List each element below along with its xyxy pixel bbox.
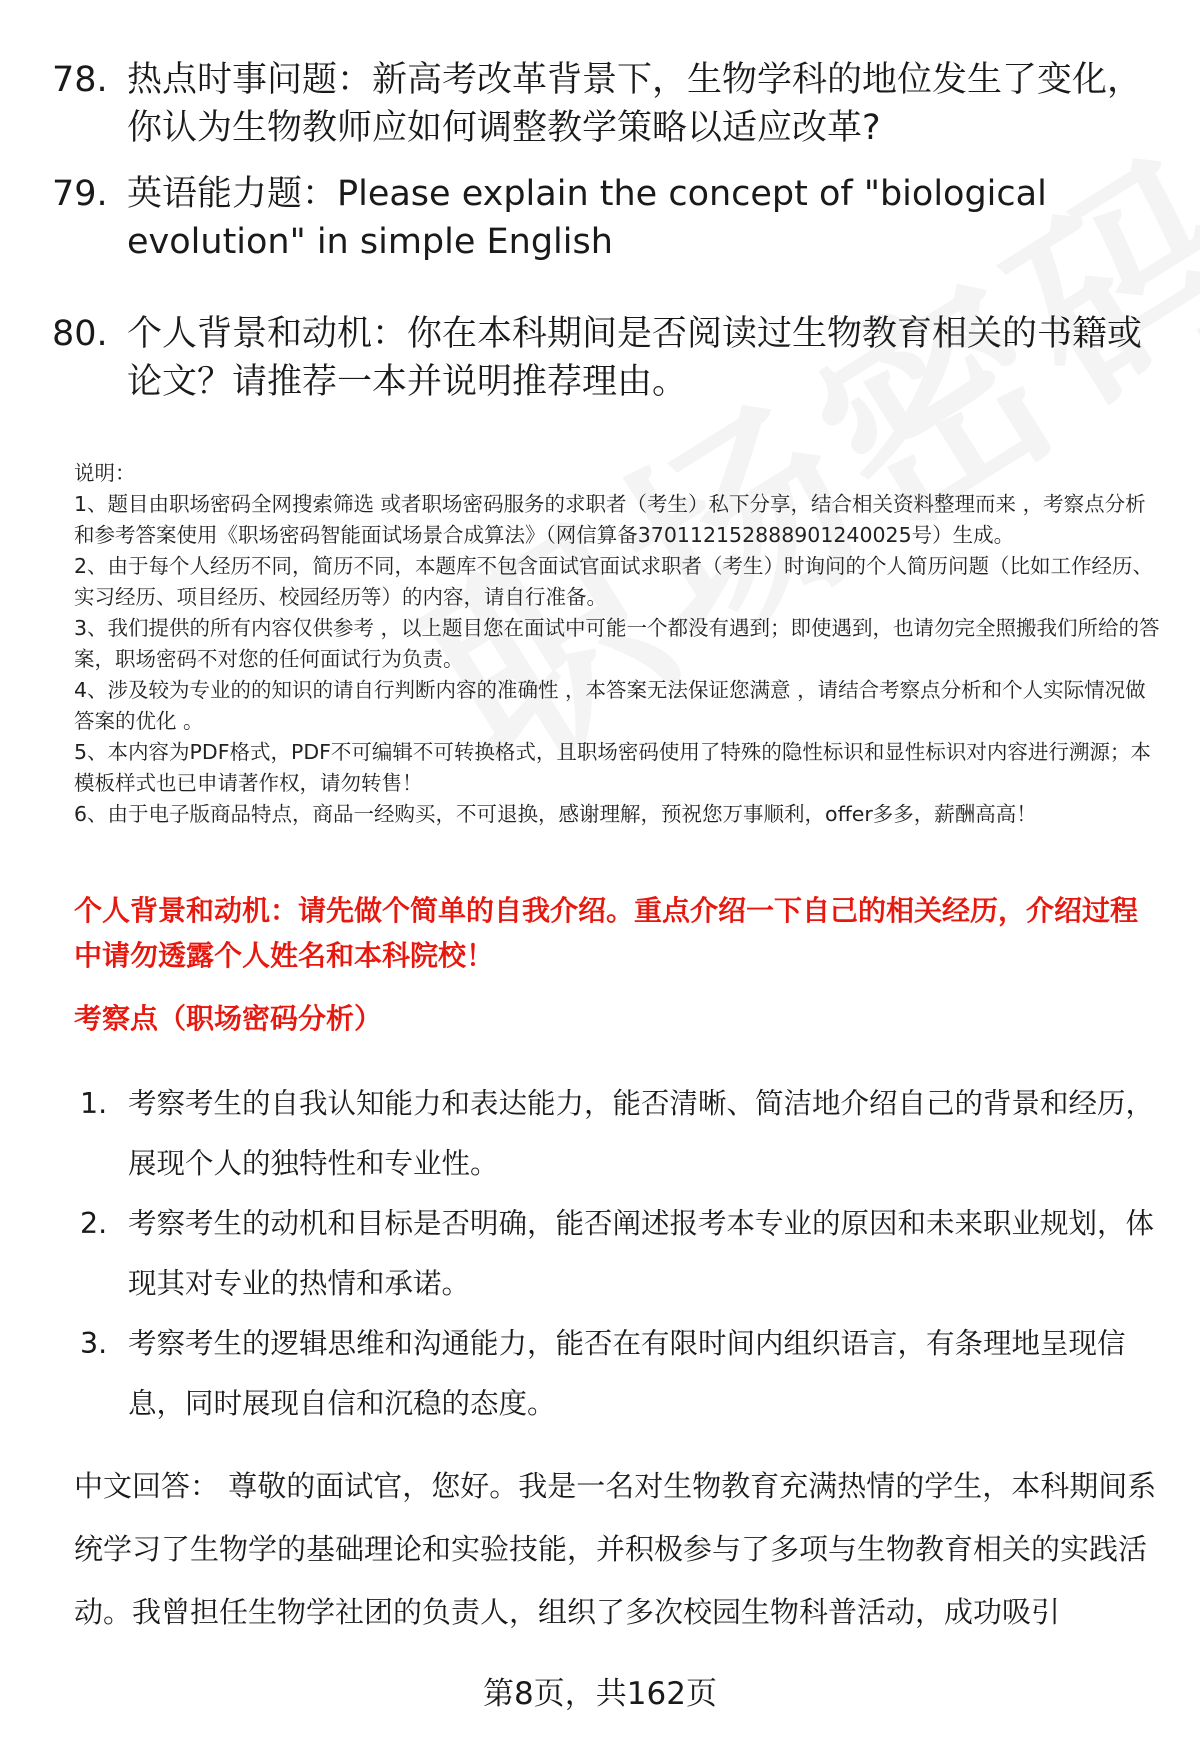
- point-number: 2.: [80, 1207, 108, 1240]
- question-number: 78.: [52, 60, 108, 100]
- answer-text: 尊敬的面试官，您好。我是一名对生物教育充满热情的学生，本科期间系统学习了生物学的基础理论和实验技能，并积极参与了多项与生物教育相关的实践活动。我曾担任生物学社团的负责人，组织了多次校园生物科普活动，成功吸引: [74, 1469, 1157, 1629]
- note-item: 2、由于每个人经历不同，简历不同，本题库不包含面试官面试求职者（考生）时询问的个人简历问题（比如工作经历、实习经历、项目经历、校园经历等）的内容，请自行准备。: [74, 554, 1154, 609]
- note-item: 4、涉及较为专业的的知识的请自行判断内容的准确性 ，本答案无法保证您满意 ，请结合考察点分析和个人实际情况做答案的优化 。: [74, 678, 1146, 733]
- question-79: [52, 170, 1142, 266]
- question-78: [52, 56, 1142, 152]
- question-number: 80.: [52, 314, 108, 354]
- analysis-points: [80, 1074, 1160, 1434]
- answer-label: 中文回答：: [74, 1469, 220, 1503]
- list-item: [80, 1074, 1160, 1194]
- question-text: 个人背景和动机：你在本科期间是否阅读过生物教育相关的书籍或论文？请推荐一本并说明推荐理由。: [127, 314, 1143, 402]
- interview-question-heading: 个人背景和动机：请先做个简单的自我介绍。重点介绍一下自己的相关经历，介绍过程中请勿透露个人姓名和本科院校！: [74, 894, 1139, 972]
- list-item: [80, 1314, 1160, 1434]
- point-number: 3.: [80, 1327, 108, 1360]
- point-text: 考察考生的逻辑思维和沟通能力，能否在有限时间内组织语言，有条理地呈现信息，同时展现自信和沉稳的态度。: [128, 1327, 1126, 1420]
- list-item: [80, 1194, 1160, 1314]
- point-text: 考察考生的自我认知能力和表达能力，能否清晰、简洁地介绍自己的背景和经历，展现个人的独特性和专业性。: [128, 1087, 1155, 1180]
- note-item: 5、本内容为PDF格式，PDF不可编辑不可转换格式，且职场密码使用了特殊的隐性标识和显性标识对内容进行溯源；本模板样式也已申请著作权，请勿转售！: [74, 740, 1151, 795]
- question-text: 英语能力题：Please explain the concept of "biological evolution" in simple English: [127, 174, 1047, 262]
- answer-paragraph: [74, 1455, 1160, 1644]
- analysis-heading: 考察点（职场密码分析）: [74, 1002, 383, 1035]
- disclaimer-notes: [74, 458, 1164, 830]
- note-item: 6、由于电子版商品特点，商品一经购买，不可退换，感谢理解，预祝您万事顺利，offer多多，薪酬高高！: [74, 802, 1037, 826]
- note-item: 1、题目由职场密码全网搜索筛选 或者职场密码服务的求职者（考生）私下分享，结合相关资料整理而来 ，考察点分析和参考答案使用《职场密码智能面试场景合成算法》（网信算备370112152888901240025号）生成。: [74, 492, 1146, 547]
- page-number: 第8页，共162页: [483, 1676, 717, 1712]
- question-text: 热点时事问题：新高考改革背景下，生物学科的地位发生了变化，你认为生物教师应如何调整教学策略以适应改革?: [127, 60, 1143, 148]
- question-number: 79.: [52, 174, 108, 214]
- point-number: 1.: [80, 1087, 108, 1120]
- note-item: 3、我们提供的所有内容仅供参考 ，以上题目您在面试中可能一个都没有遇到；即使遇到，也请勿完全照搬我们所给的答案，职场密码不对您的任何面试行为负责。: [74, 616, 1160, 671]
- notes-title: 说明：: [74, 461, 136, 485]
- point-text: 考察考生的动机和目标是否明确，能否阐述报考本专业的原因和未来职业规划，体现其对专业的热情和承诺。: [128, 1207, 1155, 1300]
- question-80: [52, 310, 1142, 406]
